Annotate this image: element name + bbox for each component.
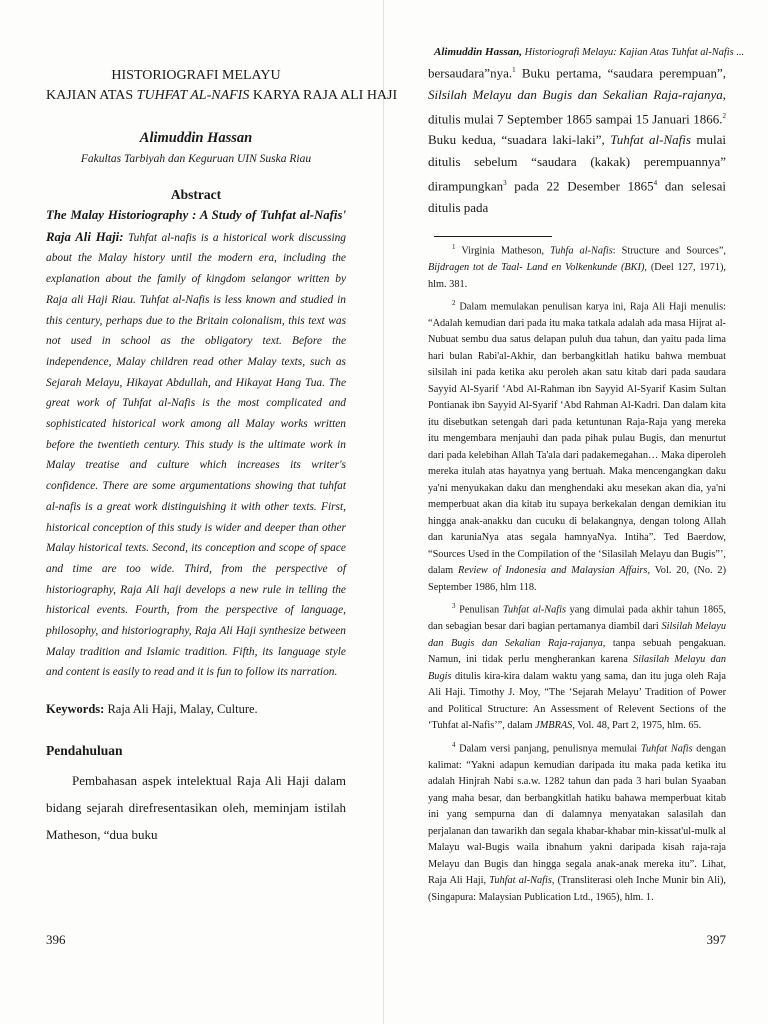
- right-page: [384, 0, 768, 1024]
- footnote-number: 1: [452, 243, 456, 252]
- title-line-1: HISTORIOGRAFI MELAYU: [111, 68, 281, 83]
- author-name: Alimuddin Hassan: [139, 130, 253, 146]
- abstract-lead: The Malay Historiography : A Study of Tuhfat al-Nafis' Raja Ali Haji:: [46, 208, 346, 244]
- title-line-2-prefix: KAJIAN ATAS: [46, 88, 137, 103]
- keywords-value: Raja Ali Haji, Malay, Culture.: [104, 702, 258, 717]
- body-text-run: mulai ditulis sebelum “saudara (kakak) perempuannya” dirampungkan: [428, 132, 727, 193]
- italic-title: Tuhfat al-Nafis: [610, 132, 691, 148]
- author-affiliation: Fakultas Tarbiyah dan Keguruan UIN Suska Riau: [80, 153, 312, 165]
- body-text-run: dan selesai ditulis pada: [428, 177, 726, 215]
- page-number-right: 397: [706, 932, 726, 947]
- title-line-2: [46, 86, 398, 106]
- abstract-text: Tuhfat al-nafis is a historical work discussing about the Malay history until the modern era, including the explanation about the family of kingdom selangor written by Raja ali Haji Riau. Tuhfat al-Nafis is less known and studied in this century, perhaps due to the Britain colonalism, this text was not used in school as the obligatory text. Before the independence, Malay children read other Malay texts, such as Sejarah Melayu, Hikayat Abdullah, and Hikayat Hang Tua. The great work of Tuhfat al-Nafis is the most complicated and sophisticated historical work among all Malay works written before the twentieth century. This study is the ultimate work in Malay treatise and culture which increases its writer's confidence. There are some argumentations showing that tuhfat al-nafis is a great work distinguishing it with other texts. First, historical conception of this study is wider and deeper than other Malay historical texts. Second, its conception and scope of space and time are too wide. Third, from the perspective of historiography, Raja Ali haji develops a new rule in telling the historical events. Fourth, from the perspective of language, philosophy, and historiography, Raja Ali Haji synthesize between Malay tradition and Islamic tradition. Fifth, its language style and content is easily to read and it is fun to follow its narration.: [46, 231, 346, 679]
- footnote-number: 2: [452, 299, 456, 308]
- body-text-run: Buku kedua, “suadara laki-laki”,: [428, 132, 611, 148]
- body-continuation: [428, 60, 726, 218]
- body-text-run: pada 22 Desember 1865: [506, 177, 654, 193]
- footnote-text: Dalam versi panjang, penulisnya memulai Tuhfat Nafis dengan kalimat: “Yakni adapun kemudian daripada itu maka pada ketika itu adalah Hinjrah Nabi s.a.w. 1282 tahun dan pada 3 hari bulan Syaaban yang maha besar, dan berbangkitlah hatiku bahawa memperbuat kitab ini yang sempurna dan di dalamnya menyatakan salasilah dan perjalanan dan tawarikh dan segala khabar-khabar min-kissat'ul-mulk al Malayu wal-Bugis waila ibnahum yakni daripada kisah raja-raja Melayu dan Bugis dan hingga segala anak-anak mereka itu”. Lihat, Raja Ali Haji, Tuhfat al-Nafis, (Transliterasi oleh Inche Munir bin Ali), (Singapura: Malaysian Publication Ltd., 1965), hlm. 1.: [428, 743, 726, 903]
- title-line-2-italic: TUHFAT AL-NAFIS: [136, 88, 250, 103]
- footnote-text: Penulisan Tuhfat al-Nafis yang dimulai pada akhir tahun 1865, dan sebagian besar dari bagian pertamanya diambil dari Silsilah Melayu dan Bugis dan Sekalian Raja-rajanya, tanpa sebuah pengakuan. Namun, ini tidak perlu mengherankan karena Silasilah Melayu dan Bugis ditulis kira-kira dalam waktu yang sama, dan itu juga oleh Raja Ali Haji. Timothy J. Moy, “The ‘Sejarah Melayu’ Tradition of Power and Political Structure: An Assessment of Relevent Sections of the ‘Tuhfat al-Nafis’”, dalam JMBRAS, Vol. 48, Part 2, 1975, hlm. 65.: [428, 604, 726, 732]
- body-text-run: bersaudara”nya.: [428, 65, 513, 81]
- body-paragraph: Pembahasan aspek intelektual Raja Ali Haji dalam bidang sejarah direfresentasikan oleh, meminjam istilah Matheson, “dua buku: [46, 773, 346, 843]
- abstract-body: [46, 205, 346, 683]
- abstract-heading: Abstract: [170, 187, 222, 202]
- article-title: [46, 66, 398, 106]
- keywords-label: Keywords:: [46, 702, 105, 717]
- running-head-author: Alimuddin Hassan,: [434, 46, 523, 58]
- running-head: [428, 46, 745, 58]
- footnote-rule: [434, 236, 552, 237]
- footnote-text: Dalam memulakan penulisan karya ini, Raja Ali Haji menulis: “Adalah kemudian dari pada itu maka tatkala adalah ada masa Hijrat al-Nubuat sembu dua satus delapan puluh dua tahun, dan yaitu pada lima hari bulan Rabi'al-Akhir, dan berbangkitlah hatiku bahwa membuat silsilah ini pada ketika aku peroleh akan satu kitab dari pada saudara Sayyid Al-Syarif ‘Abd Al-Rahman ibn Sayyid Al-Syarif Kasim Sultan Pontianak ibn Sayyid Al-Syarif ‘Abd Rahman Al-Kadri. Dan dalam kita itu disebutkan setengah dari pada ketuntunan Raja-Raja yang mereka itu mengembara menjauhi dan pada pihak pulau Bugis, dan menurtut dari pada kelebihan Allah Ta'ala dari padakemegahan… Maka diperoleh mereka itulah atas hayatnya yang bertuah. Maka mencengangkan daku ya'ni menyukakan daku dan menghendaki aku mesekan akan dia, ya'ni memperbuat akan dia kitab itu supaya berkekalan dengan demikian itu hingga anak-anakku dan cucuku di belakangnya, dengan tolong Allah dan karuniaNya atas segala hamnyaNya. Intiha”. Ted Baerdow, “Sources Used in the Compilation of the ‘Silasilah Melayu dan Bugis”’, dalam Review of Indonesia and Malaysian Affairs, Vol. 20, (No. 2) September 1986, hlm 118.: [428, 301, 727, 593]
- footnote-text: Virginia Matheson, Tuhfa al-Nafis: Structure and Sources”, Bijdragen tot de Taal- Land en Volkenkunde (BKI), (Deel 127, 1971), hlm. 381.: [428, 245, 727, 290]
- page-number-left: 396: [46, 932, 66, 947]
- body-text-run: Buku pertama, “saudara perempuan”,: [515, 65, 726, 81]
- section-heading: Pendahuluan: [46, 743, 123, 759]
- title-line-2-suffix: KARYA RAJA ALI HAJI: [249, 88, 398, 103]
- footnote-ref: 1: [512, 66, 516, 74]
- footnote-number: 3: [452, 602, 456, 611]
- footnote-3: [428, 598, 726, 734]
- running-head-title: Historiografi Melayu: Kajian Atas Tuhfat al-Nafis ...: [522, 47, 745, 58]
- footnote-ref: 4: [653, 178, 658, 187]
- keywords: [46, 702, 346, 717]
- footnote-1: [428, 239, 726, 293]
- italic-title: Silsilah Melayu dan Bugis dan Sekalian Raja-rajanya: [428, 86, 723, 102]
- footnotes: [428, 239, 726, 906]
- footnote-ref: 3: [503, 178, 507, 187]
- body-text-run: , ditulis mulai 7 September 1865 sampai 15 Januari 1866.: [428, 86, 726, 126]
- footnote-ref: 2: [722, 111, 726, 120]
- footnote-2: [428, 295, 726, 596]
- footnote-4: [428, 737, 726, 906]
- footnote-number: 4: [452, 740, 456, 749]
